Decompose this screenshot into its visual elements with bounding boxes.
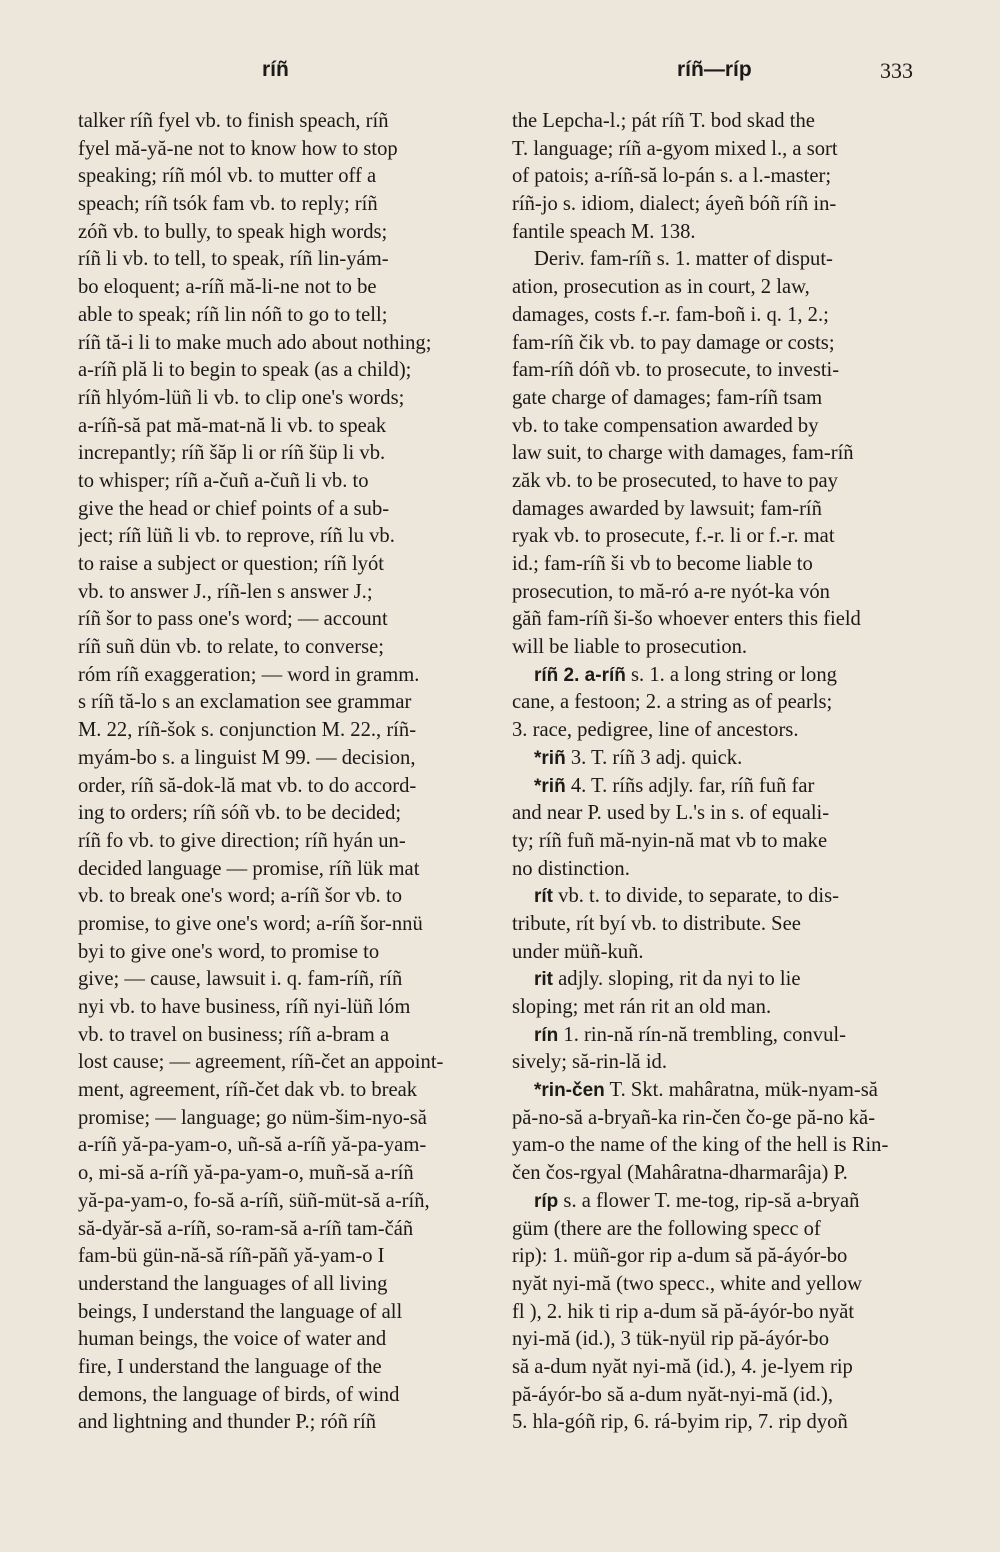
text-line [512,219,936,247]
headword: *riñ [534,775,566,797]
text-line [512,163,936,191]
headword: rít [534,886,553,908]
line-text: găñ fam-ríñ ši-šo whoever enters this field [512,608,861,631]
text-line: nyi vb. to have business, ríñ nyi-lüñ lóm [78,996,411,1018]
text-line [512,1216,936,1244]
line-text: and near P. used by L.'s in s. of equali- [512,802,830,825]
line-text: damages awarded by lawsuit; fam-ríñ [512,497,822,520]
text-line: ríñ suñ dün vb. to relate, to converse; [78,636,384,659]
text-line [512,1049,936,1077]
line-text: adjly. sloping, rit da nyi to lie [553,968,801,991]
text-line: human beings, the voice of water and [78,1328,387,1351]
line-text: s. a flower T. me-tog, rip-să a-bryañ [558,1189,860,1212]
text-line [512,551,936,579]
line-text: cane, a festoon; 2. a string as of pearls; [512,691,833,714]
right-column [512,108,936,1437]
line-text: vb. to take compensation awarded by [512,414,819,437]
text-line [512,357,936,385]
text-line [512,634,936,662]
text-line [512,1326,936,1354]
line-text: pă-no-să a-bryañ-ka rin-čen čo-ge pă-no kă- [512,1106,876,1129]
entry-line [512,745,936,773]
text-line [512,856,936,884]
text-line: yă-pa-yam-o, fo-să a-ríñ, süñ-müt-să a-ríñ, [78,1189,430,1212]
headword: ríñ 2. a-ríñ [534,664,626,686]
text-line: fyel mă-yă-ne not to know how to stop [78,137,398,160]
text-line [512,440,936,468]
text-line [512,385,936,413]
text-line: vb. to travel on business; ríñ a-bram a [78,1023,390,1046]
entry-line [512,773,936,801]
line-text: will be liable to prosecution. [512,636,748,659]
text-line: a-ríñ-să pat mă-mat-nă li vb. to speak [78,414,387,437]
text-line [512,994,936,1022]
text-line [512,1160,936,1188]
line-text: ty; ríñ fuñ mă-nyin-nă mat vb to make [512,829,828,852]
text-line: understand the languages of all living [78,1272,388,1295]
headword: *riñ [534,747,566,769]
line-text: rip): 1. müñ-gor rip a-dum să pă-áyór-bo [512,1245,848,1268]
text-line [512,496,936,524]
text-line [512,939,936,967]
text-line: speach; ríñ tsók fam vb. to reply; ríñ [78,193,378,216]
line-text: s. 1. a long string or long [625,663,837,686]
line-text: law suit, to charge with damages, fam-ríñ [512,442,854,465]
text-line: promise; — language; go nüm-šim-nyo-să [78,1106,427,1129]
line-text: fl ), 2. hik ti rip a-dum să pă-áyór-bo nyăt [512,1300,855,1323]
text-line: ríñ hlyóm-lüñ li vb. to clip one's words; [78,386,405,409]
line-text: tribute, rít byí vb. to distribute. See [512,912,801,935]
text-line [512,274,936,302]
line-text: Deriv. fam-ríñ s. 1. matter of disput- [534,248,833,271]
text-line [512,413,936,441]
entry-line [512,966,936,994]
text-line: vb. to answer J., ríñ-len s answer J.; [78,580,373,603]
page-header [0,58,1000,98]
text-line [512,108,936,136]
text-line [512,717,936,745]
text-line [512,606,936,634]
text-line: myám-bo s. a linguist M 99. — decision, [78,746,416,769]
text-line [512,1271,936,1299]
text-line: a-ríñ yă-pa-yam-o, uñ-să a-ríñ yă-pa-yam- [78,1134,427,1157]
text-line: a-ríñ plă li to begin to speak (as a child); [78,359,412,382]
text-line [512,302,936,330]
line-text: no distinction. [512,857,630,880]
text-line: to whisper; ríñ a-čuñ a-čuñ li vb. to [78,469,369,492]
text-line: beings, I understand the language of all [78,1300,403,1323]
text-line: ríñ li vb. to tell, to speak, ríñ lin-yám- [78,248,389,271]
line-text: T. Skt. mahâratna, mük-nyam-să [604,1079,878,1102]
entry-line [512,1077,936,1105]
text-line [512,246,936,274]
text-line: talker ríñ fyel vb. to finish speach, ríñ [78,110,389,132]
text-line: and lightning and thunder P.; róñ ríñ [78,1411,377,1434]
line-text: 5. hla-góñ rip, 6. rá-byim rip, 7. rip dyoñ [512,1411,848,1434]
line-text: sively; să-rin-lă id. [512,1051,667,1074]
text-line: ject; ríñ lüñ li vb. to reprove, ríñ lu vb. [78,525,395,548]
entry-line [512,883,936,911]
line-text: nyăt nyi-mă (two specc., white and yellow [512,1272,862,1295]
line-text: T. language; ríñ a-gyom mixed l., a sort [512,137,838,160]
line-text: id.; fam-ríñ ši vb to become liable to [512,553,813,575]
text-line: lost cause; — agreement, ríñ-čet an appoint- [78,1051,444,1074]
text-line [512,1354,936,1382]
line-text: under müñ-kuñ. [512,940,644,963]
text-line [512,136,936,164]
running-head-left: ríñ [262,58,289,81]
text-line [512,1299,936,1327]
page-number: 333 [880,58,913,83]
text-line [512,911,936,939]
line-text: vb. t. to divide, to separate, to dis- [553,885,839,908]
text-line [512,828,936,856]
headword: rín [534,1024,559,1046]
text-line [512,1409,936,1437]
text-line: fire, I understand the language of the [78,1355,382,1378]
line-text: ryak vb. to prosecute, f.-r. li or f.-r. mat [512,525,835,548]
text-line: bo eloquent; a-ríñ mă-li-ne not to be [78,276,377,299]
text-line: ing to orders; ríñ sóñ vb. to be decided; [78,802,402,825]
line-text: the Lepcha-l.; pát ríñ T. bod skad the [512,110,815,132]
line-text: fantile speach M. 138. [512,220,696,243]
text-line [512,1382,936,1410]
line-text: güm (there are the following specc of [512,1217,821,1240]
text-line: speaking; ríñ mól vb. to mutter off a [78,165,377,188]
line-text: čen čos-rgyal (Mahâratna-dharmarâja) P. [512,1162,848,1185]
text-line: give; — cause, lawsuit i. q. fam-ríñ, ríñ [78,968,403,991]
text-line: ríñ fo vb. to give direction; ríñ hyán un- [78,829,406,852]
text-line: fam-bü gün-nă-să ríñ-păñ yă-yam-o I [78,1245,385,1268]
text-line: o, mi-să a-ríñ yă-pa-yam-o, muñ-să a-ríñ [78,1162,414,1185]
line-text: să a-dum nyăt nyi-mă (id.), 4. je-lyem rip [512,1355,853,1378]
text-line: ríñ šor to pass one's word; — account [78,608,388,631]
entry-line [512,1022,936,1050]
text-line [512,1243,936,1271]
line-text: prosecution, to mă-ró a-re nyót-ka vón [512,580,830,603]
line-text: nyi-mă (id.), 3 tük-nyül rip pă-áyór-bo [512,1328,829,1351]
text-line: ment, agreement, ríñ-čet dak vb. to break [78,1079,418,1102]
line-text: 3. race, pedigree, line of ancestors. [512,719,799,742]
text-line: able to speak; ríñ lin nóñ to go to tell; [78,303,388,326]
text-line [512,468,936,496]
text-line: decided language — promise, ríñ lük mat [78,857,420,880]
line-text: yam-o the name of the king of the hell is Rin- [512,1134,889,1157]
text-line: zóñ vb. to bully, to speak high words; [78,220,388,243]
text-line: order, ríñ să-dok-lă mat vb. to do accord- [78,774,417,797]
line-text: 4. T. ríñs adjly. far, ríñ fuñ far [565,774,815,797]
line-text: ríñ-jo s. idiom, dialect; áyeñ bóñ ríñ in- [512,193,837,216]
line-text: gate charge of damages; fam-ríñ tsam [512,386,823,409]
text-line: róm ríñ exaggeration; — word in gramm. [78,663,420,686]
line-text: 1. rin-nă rín-nă trembling, convul- [558,1023,846,1046]
line-text: damages, costs f.-r. fam-boñ i. q. 1, 2.; [512,303,829,326]
text-line: give the head or chief points of a sub- [78,497,390,520]
line-text: 3. T. ríñ 3 adj. quick. [565,746,743,769]
text-line: s ríñ tă-lo s an exclamation see grammar [78,691,412,714]
headword: *rin-čen [534,1080,605,1102]
headword: rit [534,969,553,991]
left-column [78,108,500,1437]
text-line: ríñ tă-i li to make much ado about nothing; [78,331,432,354]
text-line [512,579,936,607]
text-line: promise, to give one's word; a-ríñ šor-nnü [78,912,423,935]
text-line: byi to give one's word, to promise to [78,940,380,963]
text-line: demons, the language of birds, of wind [78,1383,400,1406]
line-text: fam-ríñ dóñ vb. to prosecute, to investi- [512,359,840,382]
running-head-right: ríñ—ríp [677,58,752,81]
text-line [512,800,936,828]
text-line: să-dyăr-să a-ríñ, so-ram-să a-ríñ tam-čáñ [78,1217,414,1240]
text-line [512,523,936,551]
entry-line [512,1188,936,1216]
line-text: sloping; met rán rit an old man. [512,996,772,1018]
entry-line [512,662,936,690]
text-line: M. 22, ríñ-šok s. conjunction M. 22., ríñ- [78,719,417,742]
text-line [512,1105,936,1133]
headword: ríp [534,1190,559,1212]
line-text: fam-ríñ čik vb. to pay damage or costs; [512,331,835,354]
text-line [512,1132,936,1160]
text-line: vb. to break one's word; a-ríñ šor vb. to [78,885,402,908]
text-line: to raise a subject or question; ríñ lyót [78,553,384,575]
text-line [512,191,936,219]
text-line: increpantly; ríñ šăp li or ríñ šüp li vb. [78,442,386,465]
line-text: zăk vb. to be prosecuted, to have to pay [512,469,838,492]
text-line [512,330,936,358]
text-line [512,689,936,717]
line-text: of patois; a-ríñ-să lo-pán s. a l.-master; [512,165,832,188]
line-text: ation, prosecution as in court, 2 law, [512,276,810,299]
line-text: pă-áyór-bo să a-dum nyăt-nyi-mă (id.), [512,1383,833,1406]
